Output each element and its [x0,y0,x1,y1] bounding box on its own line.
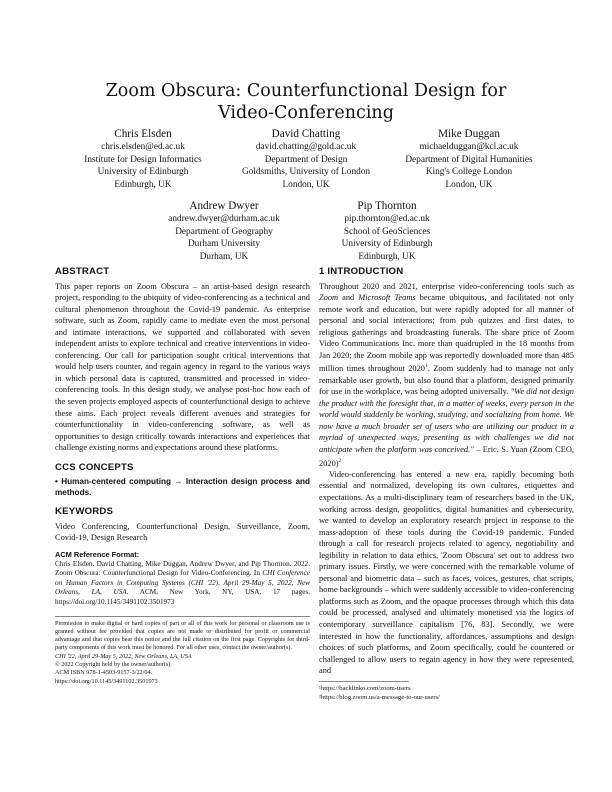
reference-rest: ACM, New York, NY, USA, 17 pages. https://doi.org/10.1145/3491102.3501973 [55,588,310,606]
footnote-2[interactable]: ²https://blog.zoom.us/a-message-to-our-users/ [319,693,440,701]
author-name: Pip Thornton [357,200,417,212]
author-block [129,200,319,263]
permission-notice [55,616,310,686]
author-block [292,200,482,263]
author-email: michaelduggan@kcl.ac.uk [419,142,519,152]
author-institution: University of Edinburgh [341,239,433,250]
title-line-2: Video-Conferencing [218,103,394,123]
author-block [211,128,401,191]
conference-info: CHI '22, April 29-May 5, 2022, New Orleans, LA, USA [55,652,192,660]
right-column [319,266,574,702]
author-location: Edinburgh, UK [358,251,416,262]
author-affiliation: Institute for Design Informatics [84,154,202,165]
abstract-text: This paper reports on Zoom Obscura – an artist-based design research project, responding to the ubiquity of video-conferencing as a technical and cultural phenomenon throughout the Covid-19 pandemic. As enterprise software, such as Zoom, rapidly came to mediate even the most personal and intimate interactions, we supported and collaborated with seven independent artists to explore technical and creative interventions in video-conferencing. Our call for participation sought critical interventions that would help users counter, and regain agency in regard to the various ways in which personal data is captured, transmitted and processed in video-conferencing tools. In this design study, we analyse post-hoc how each of the seven projects employed aspects of counterfunctional design to achieve these aims. Each project reveals different avenues and strategies for counterfunctionality in video-conferencing software, as well as opportunities to design critically towards interactions and experiences that challenge existing norms and expectations around these platforms. [55,281,310,453]
title-line-1: Zoom Obscura: Counterfunctional Design for [105,81,507,101]
author-institution: University of Edinburgh [97,167,189,178]
author-affiliation: Department of Geography [175,226,273,237]
author-affiliation: Department of Digital Humanities [405,154,533,165]
author-block [374,128,564,191]
introduction-heading: 1 INTRODUCTION [319,266,404,277]
author-name: Andrew Dwyer [189,200,259,212]
author-location: London, UK [445,179,493,190]
reference-authors: Chris Elsden, David Chatting, Mike Duggan, Andrew Dwyer, and Pip Thornton. 2022. Zoom Obscura: Counterfunctional Design for Video-Conferencing. In [55,559,310,578]
author-institution: Durham University [187,239,261,250]
author-name: Mike Duggan [438,128,500,140]
author-affiliation: School of GeoSciences [343,226,431,237]
intro-paragraph-2: Video-conferencing has entered a new era, rapidly becoming both essential and normalized, developing its own cultures, etiquettes and expectations. As a multi-disciplinary team of researchers based in the UK, working across design, geopolitics, digital humanities and cybersecurity, we wanted to develop an exploratory research project in response to the mass-adoption of these tools during the Covid-19 pandemic. Funded through a call for research projects related to agency, negotiability and legibility in relation to data ethics, 'Zoom Obscura' set out to address two primary issues. Firstly, we were concerned with the remarkable volume of personal and biometric data – such as faces, voices, gestures, chat scripts, home backgrounds – which were suddenly accessible to video-conferencing platforms such as Zoom, and the opaque processes through which this data could be processed, analysed and ultimately monetised via the logics of contemporary surveillance capitalism [76, 83]. Secondly, we were interested in how the functionality, affordances, assumptions and design choices of such platforms, and Zoom specifically, could be countered or challenged to allow users to regain agency in how they were represented, and [319,469,574,676]
author-name: David Chatting [271,128,341,140]
author-block [48,128,238,191]
left-column [55,266,310,686]
ccs-heading: CCS CONCEPTS [55,461,134,473]
footnote-1[interactable]: ¹https://backlinko.com/zoom-users [319,684,411,692]
footnote-marker[interactable]: 2 [338,457,342,464]
author-name: Chris Elsden [114,128,172,140]
footnote-marker[interactable]: 1 [425,363,428,370]
author-location: Edinburgh, UK [114,179,172,190]
ccs-text: • Human-centered computing → Interaction design process and methods. [55,477,310,498]
keywords-heading: KEYWORDS [55,506,114,518]
author-email: andrew.dwyer@durham.ac.uk [168,214,280,224]
author-institution: King's College London [425,167,513,178]
paper-title [0,80,612,124]
author-affiliation: Department of Design [264,154,348,165]
doi-link[interactable]: https://doi.org/10.1145/3491102.3501973 [55,677,158,685]
author-email: chris.elsden@ed.ac.uk [101,142,185,152]
isbn-line: ACM ISBN 978-1-4503-9157-3/22/04. [55,669,153,677]
reference-heading: ACM Reference Format: [55,549,140,559]
acm-reference [55,550,310,608]
ceo-quote: "We did not design the product with the foresight that, in a matter of weeks, every person in the world would suddenly be working, studying, and socializing from home. We now have a much broader set of users who are utilizing our product in a myriad of unexpected ways, presenting us with challenges we did not anticipate when the platform was conceived." [319,387,574,454]
author-location: Durham, UK [199,251,249,262]
author-email: pip.thornton@ed.ac.uk [344,214,430,224]
keywords-text: Video Conferencing, Counterfunctional Design, Surveillance, Zoom, Covid-19, Design Research [55,521,310,543]
author-institution: Goldsmiths, University of London [241,167,371,178]
reference-venue: CHI Conference on Human Factors in Computing Systems (CHI '22), April 29-May 5, 2022, New Orleans, LA, USA. [55,569,310,597]
author-email: david.chatting@gold.ac.uk [255,142,357,152]
copyright-line: © 2022 Copyright held by the owner/author(s). [55,660,172,668]
abstract-heading: ABSTRACT [55,266,110,277]
permission-text: Permission to make digital or hard copies of part or all of this work for personal or classroom use is granted without fee provided that copies are not made or distributed for profit or commercial advantage and that copies bear this notice and the full citation on the first page. Copyrights for third-party components of this work must be honored. For all other uses, contact the owner/author(s). [55,619,310,652]
intro-paragraph-1: Throughout 2020 and 2021, enterprise video-conferencing tools such as Zoom and Microsoft Teams became ubiquitous, and facilitated not only remote work and education, but were rapidly adopted for all manner of personal and social interactions; from pub quizzes and first dates, to religious gatherings and broadcasting funerals. The share price of Zoom Video Communications Inc. more than quadrupled in the 18 months from Jan 2020; the Zoom mobile app was reportedly downloaded more than 485 million times throughout 2020$^1$. Zoom suddenly had to manage not only remarkable user growth, but also found that a platform, designed primarily for use in the workplace, was being adopted universally. "We did not design the product with the foresight that, in a matter of weeks, every person in the world would suddenly be working, studying, and socializing from home. We now have a much broader set of users who are utilizing our product in a myriad of unexpected ways, presenting us with challenges we did not anticipate when the platform was conceived." – Eric. S. Yuan (Zoom CEO, 2020)$^2$ [319,281,574,468]
author-location: London, UK [282,179,330,190]
